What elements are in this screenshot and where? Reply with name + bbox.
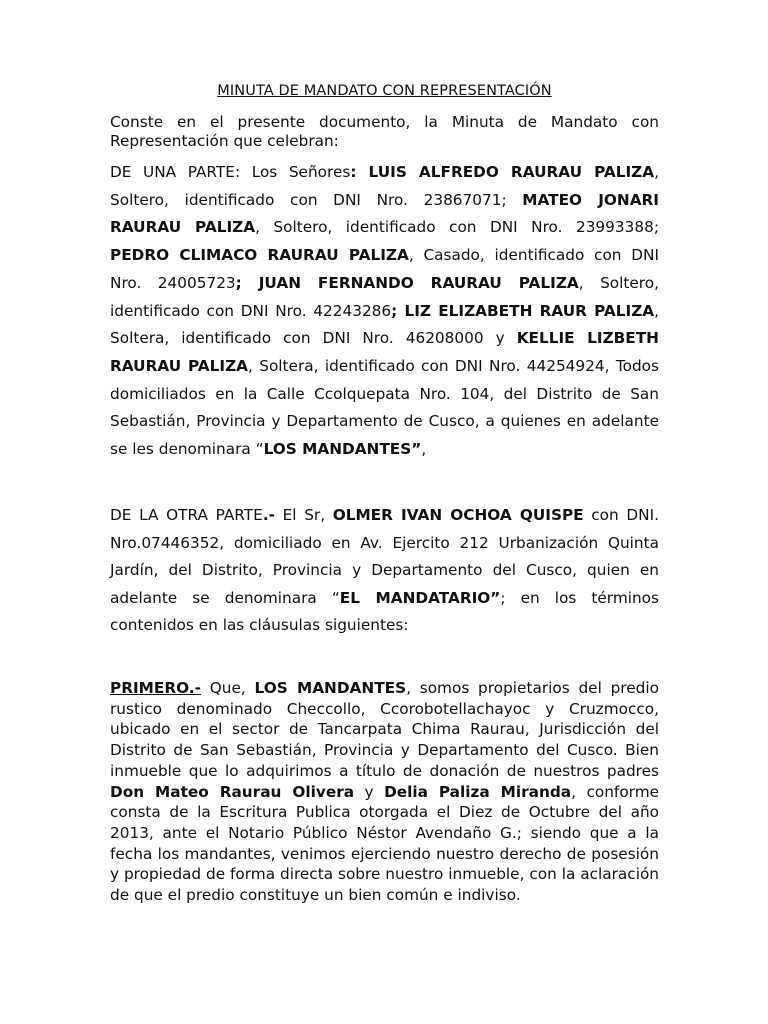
defined-term: LOS MANDANTES	[254, 679, 407, 697]
party-name: : LUIS ALFREDO RAURAU PALIZA	[350, 163, 655, 181]
intro-paragraph: Conste en el presente documento, la Minuta de Mandato con Representación que celebran:	[110, 113, 659, 150]
person-name: Don Mateo Raurau Olivera	[110, 782, 355, 801]
clause-heading: PRIMERO.-	[110, 679, 201, 697]
part1-text: , Soltera, identificado con DNI Nro. 44254924, Todos domiciliados en la Calle Ccolquepata Nro. 104, del Distrito de San Sebastián, Provincia y Departamento de Cusco, a quienes en adelante se les denominara “	[110, 356, 659, 459]
part1-text: , Soltero, identificado con DNI Nro. 23993388;	[255, 218, 659, 237]
part1-text: , Soltero, identificado con DNI Nro. 23867071;	[110, 163, 659, 209]
clause-text: , somos propietarios del predio rustico denominado Checcollo, Ccorobotellachayoc y Cruzmocco, ubicado en el sector de Tancarpata Chima Raurau, Jurisdicción del Distrito de San Sebastián, Provincia y Departamento del Cusco. Bien inmueble que lo adquirimos a título de donación de nuestros padres	[110, 679, 659, 780]
part2-text: El Sr,	[274, 506, 333, 524]
document-title: MINUTA DE MANDATO CON REPRESENTACIÓN	[217, 83, 552, 99]
paragraph-mandatario	[110, 502, 659, 640]
party-name: PEDRO CLIMACO RAURAU PALIZA	[110, 246, 409, 265]
party-name: KELLIE LIZBETH RAURAU PALIZA	[110, 329, 659, 375]
party-name: ; LIZ ELIZABETH RAUR PALIZA	[391, 301, 655, 320]
clause-text: y	[354, 782, 385, 801]
clause-primero	[110, 678, 659, 906]
part1-text: , Soltera, identificado con DNI Nro. 46208000 y	[110, 301, 659, 348]
party-name: OLMER IVAN OCHOA QUISPE	[332, 506, 584, 524]
clause-text: Que,	[200, 679, 255, 697]
part2-text: con DNI. Nro.07446352, domiciliado en Av. Ejercito 212 Urbanización Quinta Jardín, del Distrito, Provincia y Departamento del Cusco, quien en adelante se denominara “	[110, 506, 659, 607]
paragraph-mandantes	[110, 159, 659, 464]
part2-text: ; en los términos contenidos en las cláusulas siguientes:	[110, 588, 659, 634]
part1-text: , Soltero, identificado con DNI Nro. 42243286	[110, 273, 659, 320]
defined-term: EL MANDATARIO”	[339, 588, 501, 607]
part2-lead: DE LA OTRA PARTE	[110, 506, 263, 524]
defined-term: LOS MANDANTES”	[263, 440, 422, 459]
clause-text: , conforme consta de la Escritura Publica otorgada el Diez de Octubre del año 2013, ante el Notario Público Néstor Avendaño G.; siendo que a la fecha los mandantes, venimos ejerciendo nuestro derecho de posesión y propiedad de forma directa sobre nuestro inmueble, con la aclaración de que el predio constituye un bien común e indiviso.	[110, 782, 660, 905]
part1-text: , Casado, identificado con DNI Nro. 24005723	[110, 246, 659, 292]
part1-text: : Los Señores	[234, 163, 351, 181]
part1-text: ,	[421, 440, 427, 459]
party-name: ; JUAN FERNANDO RAURAU PALIZA	[235, 273, 579, 292]
part2-lead-mark: .-	[262, 506, 275, 524]
person-name: Delia Paliza Miranda	[384, 782, 572, 801]
part1-lead: DE UNA PARTE	[110, 163, 235, 181]
party-name: MATEO JONARI RAURAU PALIZA	[110, 190, 659, 237]
